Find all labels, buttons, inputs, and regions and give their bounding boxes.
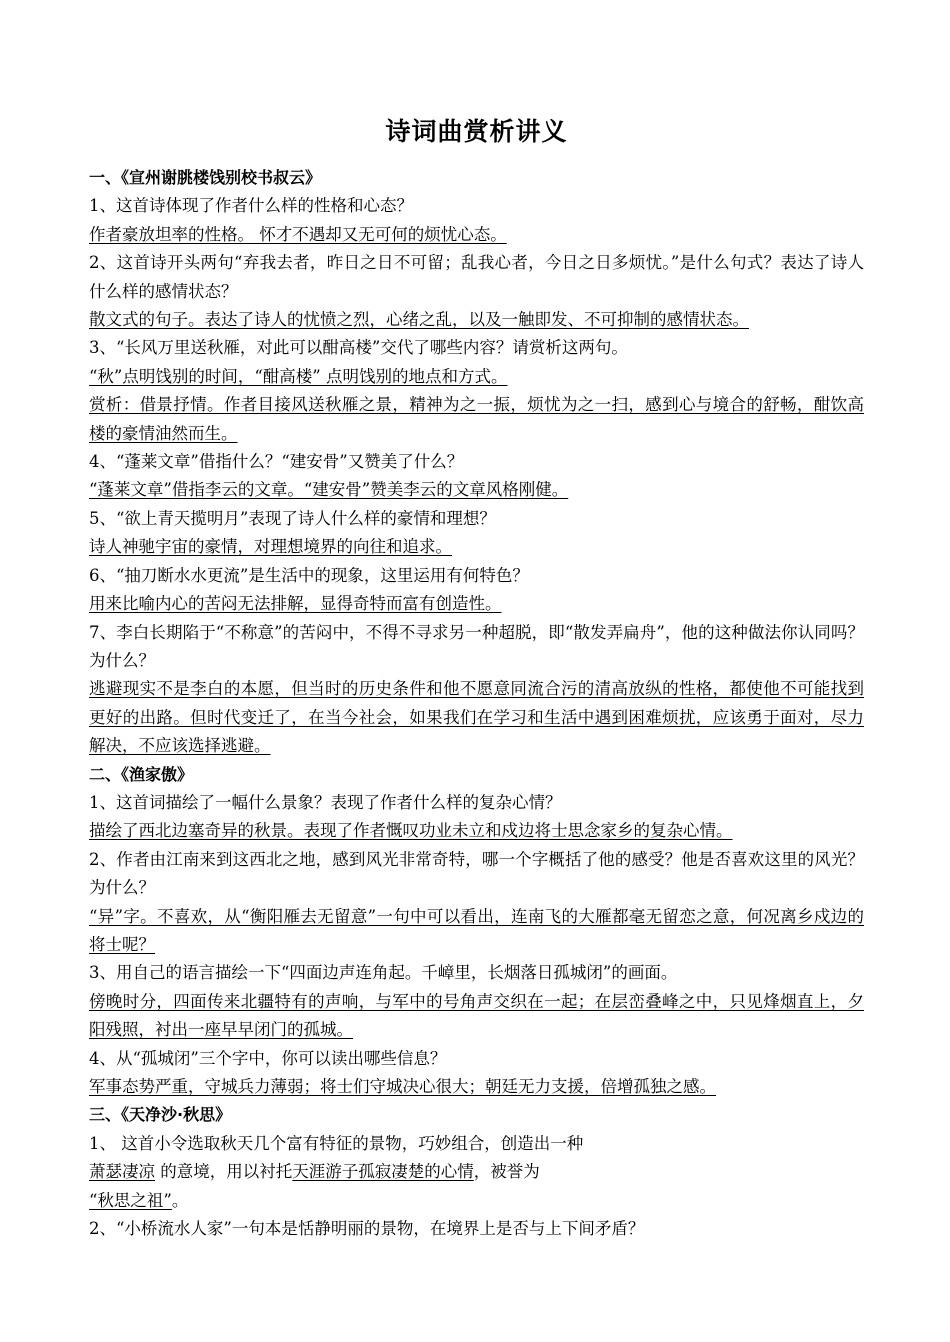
answer	[89, 675, 864, 760]
question: 2、这首诗开头两句“弃我去者，昨日之日不可留；乱我心者，今日之日多烦忧。”是什么句式？表达了诗人什么样的感情状态？	[89, 253, 864, 301]
answer-text: 诗人神驰宇宙的豪情，对理想境界的向往和追求。	[89, 537, 452, 557]
section-2	[89, 761, 864, 1102]
question-text: 的意境，用以衬托	[155, 1162, 293, 1182]
answer	[89, 1073, 864, 1101]
answer	[89, 363, 864, 391]
answer-text: “秋”点明饯别的时间，“酣高楼” 点明饯别的地点和方式。	[89, 366, 508, 386]
question: 4、“蓬莱文章”借指什么？“建安骨”又赞美了什么？	[89, 452, 464, 472]
question: 5、“欲上青天揽明月”表现了诗人什么样的豪情和理想？	[89, 508, 496, 528]
question-text: 1、 这首小令选取秋天几个富有特征的景物，巧妙组合，创造出一种	[89, 1133, 584, 1153]
answer	[89, 590, 864, 618]
fill-blank-answer: 天涯游子孤寂凄楚的心情	[292, 1162, 474, 1182]
question: 1、这首词描绘了一幅什么景象？表现了作者什么样的复杂心情？	[89, 792, 562, 812]
question-text: ，被誉为	[473, 1162, 540, 1182]
section-heading: 三、《天净沙·秋思》	[89, 1105, 232, 1125]
answer-text: 军事态势严重，守城兵力薄弱；将士们守城决心很大；朝廷无力支援，倍增孤独之感。	[89, 1077, 716, 1096]
answer-text: 作者豪放坦率的性格。 怀才不遇却又无可何的烦忧心态。	[89, 224, 507, 244]
answer	[89, 988, 864, 1045]
question: 4、从“孤城闭”三个字中，你可以读出哪些信息？	[89, 1048, 447, 1068]
section-heading: 一、《宣州谢朓楼饯别校书叔云》	[89, 168, 322, 187]
question: 3、用自己的语言描绘一下“四面边声连角起。千嶂里，长烟落日孤城闭”的画面。	[89, 963, 678, 983]
section-1	[89, 164, 864, 761]
answer-text: 逃避现实不是李白的本愿，但当时的历史条件和他不愿意同流合污的清高放纵的性格，都使他不可能找到更好的出路。但时代变迁了，在当今社会，如果我们在学习和生活中遇到困难烦扰，应该勇于面对，尽力解决，不应该选择逃避。	[89, 679, 864, 756]
question-text: 。	[171, 1190, 189, 1210]
question: 6、“抽刀断水水更流”是生活中的现象，这里运用有何特色？	[89, 565, 529, 585]
answer	[89, 476, 864, 504]
question: 3、“长风万里送秋雁，对此可以酣高楼”交代了哪些内容？请赏析这两句。	[89, 338, 628, 358]
answer	[89, 817, 864, 845]
answer-text: 傍晚时分，四面传来北疆特有的声响，与军中的号角声交织在一起；在层峦叠峰之中，只见烽烟直上，夕阳残照，衬出一座早早闭门的孤城。	[89, 991, 864, 1040]
section-3	[89, 1101, 864, 1243]
answer-text: 赏析：借景抒情。作者目接风送秋雁之景，精神为之一振，烦忧为之一扫，感到心与境合的舒畅，酣饮高楼的豪情油然而生。	[89, 395, 864, 443]
question: 2、作者由江南来到这西北之地，感到风光非常奇特，哪一个字概括了他的感受？他是否喜欢这里的风光？为什么？	[89, 849, 864, 898]
answer-text: 散文式的句子。表达了诗人的忧愤之烈，心绪之乱，以及一触即发、不可抑制的感情状态。	[89, 310, 749, 330]
question: 1、这首诗体现了作者什么样的性格和心态？	[89, 196, 413, 216]
section-heading: 二、《渔家傲》	[89, 764, 194, 784]
question: 2、“小桥流水人家”一句本是恬静明丽的景物，在境界上是否与上下间矛盾？	[89, 1219, 645, 1239]
answer	[89, 221, 864, 249]
answer-text: “异”字。不喜欢，从“衡阳雁去无留意”一句中可以看出，连南飞的大雁都毫无留恋之意，何况离乡戍边的将士呢？	[89, 906, 864, 954]
fill-in-question	[89, 1130, 864, 1215]
answer	[89, 533, 864, 561]
question: 7、李白长期陷于“不称意”的苦闷中，不得不寻求另一种超脱，即“散发弄扁舟”，他的这种做法你认同吗？为什么？	[89, 622, 864, 670]
answer-text: 描绘了西北边塞奇异的秋景。表现了作者慨叹功业未立和戍边将士思念家乡的复杂心情。	[89, 821, 733, 841]
fill-blank-answer: “秋思之祖”	[89, 1190, 172, 1210]
fill-blank-answer: 萧瑟凄凉	[89, 1162, 155, 1182]
page-title: 诗词曲赏析讲义	[385, 117, 568, 146]
answer-text: “蓬莱文章”借指李云的文章。“建安骨”赞美李云的文章风格刚健。	[89, 480, 569, 500]
answer-text: 用来比喻内心的苦闷无法排解，显得奇特而富有创造性。	[89, 594, 502, 614]
answer	[89, 391, 864, 448]
answer	[89, 903, 864, 960]
answer	[89, 306, 864, 334]
